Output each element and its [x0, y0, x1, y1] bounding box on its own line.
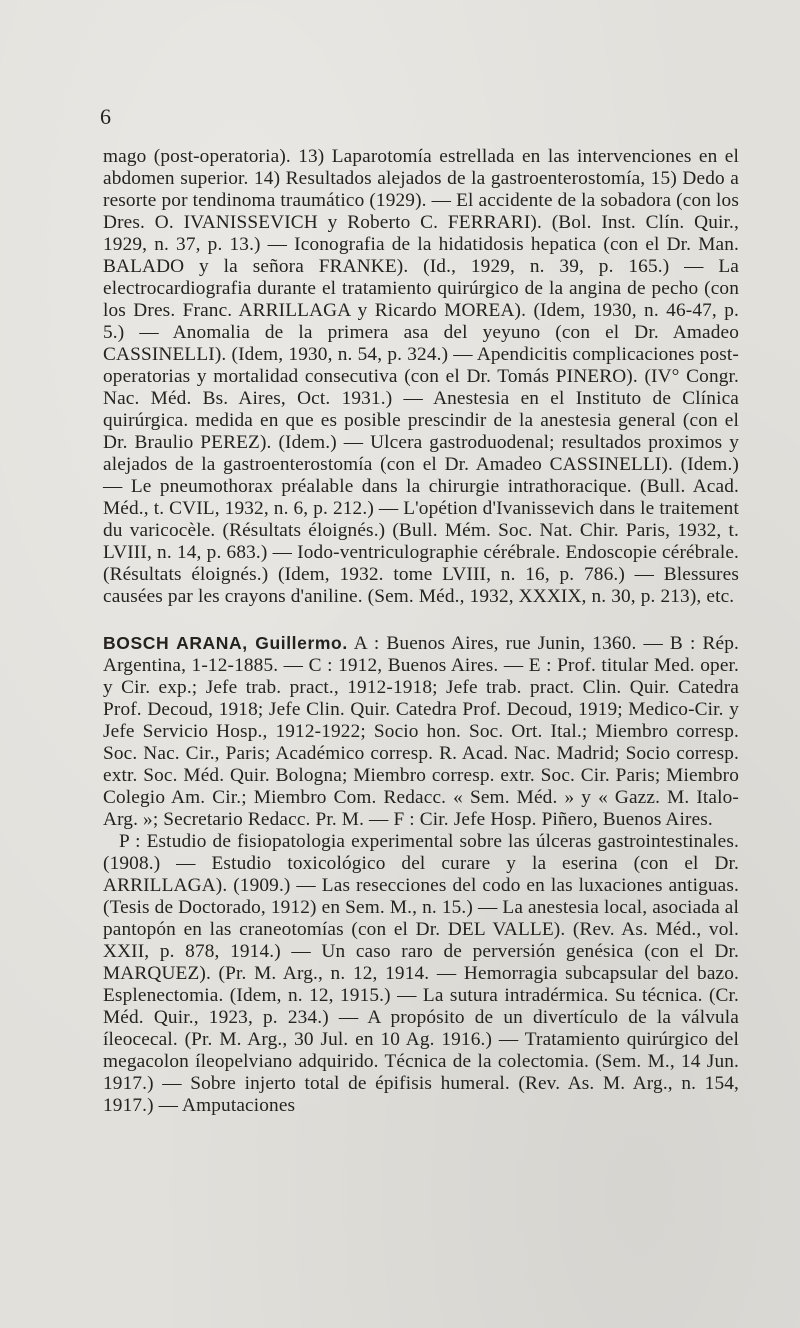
continued-bibliography-paragraph: mago (post-operatoria). 13) Laparotomía estrellada en las intervenciones en el abdomen superior. 14) Resultados alejados de la gastroenterostomía, 15) Dedo a resorte por tendinoma traumático (1929). — El accidente de la sobadora (con los Dres. O. IVANISSEVICH y Roberto C. FERRARI). (Bol. Inst. Clín. Quir., 1929, n. 37, p. 13.) — Iconografia de la hidatidosis hepatica (con el Dr. Man. BALADO y la señora FRANKE). (Id., 1929, n. 39, p. 165.) — La electrocardiografia durante el tratamiento quirúrgico de la angina de pecho (con los Dres. Franc. ARRILLAGA y Ricardo MOREA). (Idem, 1930, n. 46-47, p. 5.) — Anomalia de la primera asa del yeyuno (con el Dr. Amadeo CASSINELLI). (Idem, 1930, n. 54, p. 324.) — Apendicitis complicaciones post-operatorias y mortalidad consecutiva (con el Dr. Tomás PINERO). (IV° Congr. Nac. Méd. Bs. Aires, Oct. 1931.) — Anestesia en el Instituto de Clínica quirúrgica. medida en que es posible prescindir de la anestesia general (con el Dr. Braulio PEREZ). (Idem.) — Ulcera gastroduodenal; resultados proximos y alejados de la gastroenterostomía (con el Dr. Amadeo CASSINELLI). (Idem.) — Le pneumothorax préalable dans la chirurgie intrathoracique. (Bull. Acad. Méd., t. CVIL, 1932, n. 6, p. 212.) — L'opétion d'Ivanissevich dans le traitement du varicocèle. (Résultats éloignés.) (Bull. Mém. Soc. Nat. Chir. Paris, 1932, t. LVIII, n. 14, p. 683.) — Iodo-ventriculographie cérébrale. Endoscopie cérébrale. (Résultats éloignés.) (Idem, 1932. tome LVIII, n. 16, p. 786.) — Blessures causées par les crayons d'aniline. (Sem. Méd., 1932, XXXIX, n. 30, p. 213), etc. — [103, 146, 739, 607]
entry-biography-paragraph — [103, 632, 739, 831]
biographical-entry — [103, 632, 739, 1117]
entry-biography-text: A : Buenos Aires, rue Junin, 1360. — B : Rép. Argentina, 1-12-1885. — C : 1912, Buenos Aires. — E : Prof. titular Med. oper. y Cir. exp.; Jefe trab. pract., 1912-1918; Jefe trab. pract. Clin. Quir. Catedra Prof. Decoud, 1918; Jefe Clin. Quir. Catedra Prof. Decoud, 1919; Medico-Cir. y Jefe Servicio Hosp., 1912-1922; Socio hon. Soc. Ort. Ital.; Miembro corresp. Soc. Nac. Cir., Paris; Académico corresp. R. Acad. Nac. Madrid; Socio corresp. extr. Soc. Méd. Quir. Bologna; Miembro corresp. extr. Soc. Cir. Paris; Miembro Colegio Am. Cir.; Miembro Com. Redacc. « Sem. Méd. » y « Gazz. M. Italo-Arg. »; Secretario Redacc. Pr. M. — F : Cir. Jefe Hosp. Piñero, Buenos Aires. — [103, 633, 739, 830]
entry-publications-paragraph: P : Estudio de fisiopatologia experimental sobre las úlceras gastrointestinales. (1908.) — Estudio toxicológico del curare y la eserina (con el Dr. ARRILLAGA). (1909.) — Las resecciones del codo en las luxaciones antiguas. (Tesis de Doctorado, 1912) en Sem. M., n. 15.) — La anestesia local, asociada al pantopón en las craneotomías (con el Dr. DEL VALLE). (Rev. As. Méd., vol. XXII, p. 878, 1914.) — Un caso raro de perversión genésica (con el Dr. MARQUEZ). (Pr. M. Arg., n. 12, 1914. — Hemorragia subcapsular del bazo. Esplenectomia. (Idem, n. 12, 1915.) — La sutura intradérmica. Su técnica. (Cr. Méd. Quir., 1923, p. 234.) — A propósito de un divertículo de la válvula íleocecal. (Pr. M. Arg., 30 Jul. en 10 Ag. 1916.) — Tratamiento quirúrgico del megacolon íleopelviano adquirido. Técnica de la colectomia. (Sem. M., 14 Jun. 1917.) — Sobre injerto total de épifisis humeral. (Rev. As. M. Arg., n. 154, 1917.) — Amputaciones — [103, 831, 739, 1116]
page-number: 6 — [100, 104, 111, 129]
text-column — [103, 146, 739, 1117]
entry-name-heading: BOSCH ARANA, Guillermo. — [103, 633, 348, 653]
